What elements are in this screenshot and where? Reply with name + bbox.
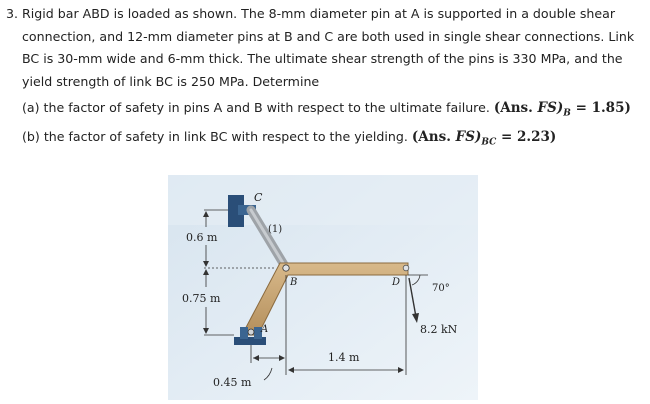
problem-line-3: BC is 30-mm wide and 6-mm thick. The ultimate shear strength of the pins is 330 MPa, and the xyxy=(22,51,623,66)
label-c: C xyxy=(254,191,263,204)
label-d: D xyxy=(392,277,401,288)
part-b xyxy=(22,127,556,153)
angle-label: 70° xyxy=(432,283,450,294)
problem-line-1: Rigid bar ABD is loaded as shown. The 8-mm diameter pin at A is supported in a double shear xyxy=(22,6,616,21)
label-link-1: (1) xyxy=(268,224,283,235)
label-b: B xyxy=(290,277,298,288)
part-a-answer-sub: B xyxy=(563,108,571,119)
label-a: A xyxy=(261,324,269,335)
part-b-answer-var: FS) xyxy=(455,129,482,145)
figure-haze xyxy=(168,175,478,225)
problem-line-2: connection, and 12-mm diameter pins at B and C are both used in single shear connections. Link xyxy=(22,28,635,44)
part-b-text: (b) the factor of safety in link BC with respect to the yielding. xyxy=(22,129,408,144)
problem-line-4-wrap xyxy=(22,71,642,94)
load-label: 8.2 kN xyxy=(420,323,458,336)
problem-line-4: yield strength of link BC is 250 MPa. Determine xyxy=(22,73,320,89)
pin-a xyxy=(248,329,254,335)
support-a-lug-left xyxy=(240,327,248,339)
dim-06-label: 0.6 m xyxy=(186,231,218,244)
part-a-answer-prefix: (Ans. xyxy=(493,100,533,116)
structure-figure xyxy=(168,175,478,400)
dim-14-label: 1.4 m xyxy=(328,351,360,364)
dim-045-label: 0.45 m xyxy=(213,376,252,389)
pin-b xyxy=(283,265,289,271)
part-a-answer-var: FS) xyxy=(537,100,564,116)
part-a xyxy=(22,98,631,124)
part-b-answer-prefix: (Ans. xyxy=(411,129,451,145)
part-b-answer-value: = 2.23) xyxy=(500,129,557,145)
problem-number: 3. xyxy=(6,6,19,21)
part-b-answer-sub: BC xyxy=(481,137,497,148)
dim-075-label: 0.75 m xyxy=(182,292,221,305)
problem-line-3-wrap xyxy=(22,48,642,71)
problem-line-2-wrap xyxy=(22,26,642,49)
part-a-answer-value: = 1.85) xyxy=(575,100,631,116)
problem-statement xyxy=(6,3,642,26)
part-b-answer xyxy=(411,129,557,148)
part-a-text: (a) the factor of safety in pins A and B with respect to the ultimate failure. xyxy=(22,100,490,115)
part-a-answer xyxy=(493,100,631,119)
point-d xyxy=(403,265,409,271)
